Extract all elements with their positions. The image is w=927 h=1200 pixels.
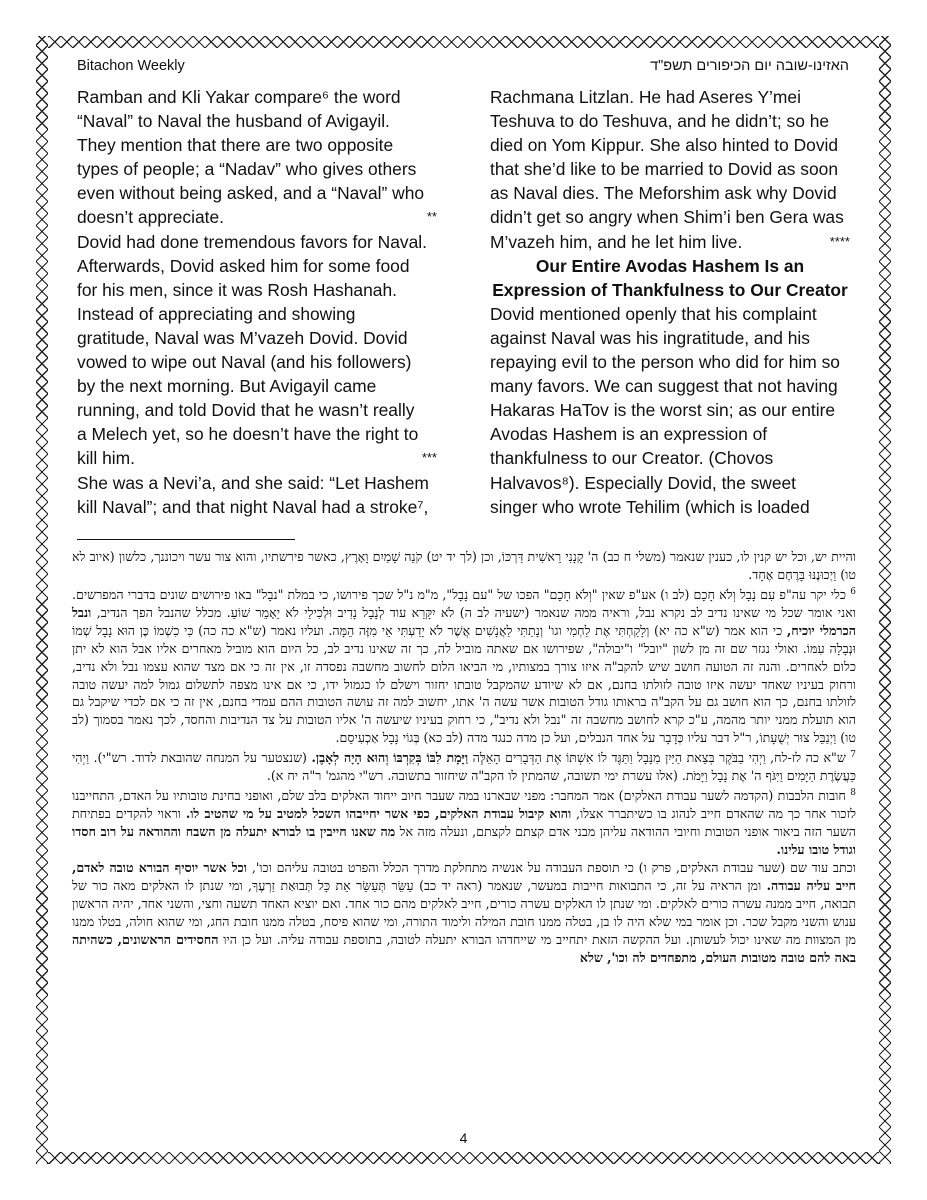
footnote-text: וכתב עוד שם (שער עבודת האלקים, פרק ו) כי תוספת העבודה על אנשיה מתחלקת מדרך הכלל והפרט בטובה עליהם וכו',	[251, 859, 857, 875]
footnote-emphasis: וכל אשר יוסיף הבורא טובה לאדם, חייב עליה עבודה.	[72, 859, 856, 893]
decorative-border-left	[36, 36, 48, 1164]
footnote-number: 6	[850, 586, 856, 597]
text-line: died on Yom Kippur. She also hinted to Dovid	[490, 135, 839, 156]
text-line: kill Naval”; and that night Naval had a stroke⁷,	[77, 496, 429, 517]
text-line: Hakaras HaTov is the worst sin; as our entire	[490, 400, 836, 421]
text-line-content: M’vazeh him, and he let him live.	[490, 231, 743, 252]
footnote-emphasis: וַיָּמָת לִבּוֹ בְּקִרְבּוֹ וְהוּא הָיָה לְאָבֶן.	[311, 750, 469, 766]
text-line: Rachmana Litzlan. He had Aseres Y’mei	[490, 87, 801, 107]
section-separator: ****	[829, 233, 850, 249]
text-line: thankfulness to our Creator. (Chovos	[490, 448, 774, 469]
footnote-text: כי הוא אמר (ש"א כה יא) וְלָקַחְתִּי אֶת לַחְמִי וגו' וְנָתַתִּי לַאֲנָשִׁים אֲשֶׁר לֹא יָדַעְתִּי אֵי מִזֶּה הֵמָּה. ועליו נאמר (ש"א כה כה) כִּי כִשְׁמוֹ כֶּן הוּא נָבָל שְׁמוֹ וּנְבָלָה עִמּוֹ. ואולי נגזר שם זה מן לשון "יובל" ו"יבולה", שפירושו אם שאתה מוביל לה, כך זה שאינו נדיב לב, כל היום הוא מוביל מאחרים אליו אבל הוא לא יתן כלום לאחרים. והנה זה הטועה חושב שיש להקב"ה איזו צורך במצותיו, מי הביאו הלום לחשוב מחשבה נפסדה זו, אין זה כי אם מצד שהוא עצמו נבל ולא נדיב, ורחוק בעיניו שאחד יעשה איזו טובה לזולתו בחנם, אם לא שיודע שהמקבל טובתו יחזור וישלם לו כגמול ידו, כי אם אינו מצפה לתשלום גמול למה יעשה טובה לזולתו בחנם, כך הוא חושב גם על הקב"ה בראותו גודל הטובות אשר עשה ה' אתו, יחשוב למה זה עושה הטובות ההם עמדי בחנם, אין זה כי אם לכדי שיקבל גם הוא תועלת ממני יותר מהמה, ע"כ קרא לחושב מחשבה זה "נבל ולא נדיב", כי רחוק בעיניו שיעשה ה' אליו הטובות על צד הנדיבות והחסד, לכך נאמר בסמוך (לב טו) וַיְנַבֵּל צוּר יְשֻׁעָתוֹ, ר"ל דבר עליו כְּדָבָר על אחד הנבלים, ועל כן מדה כנגד מדה (לב כא) בְּגוֹי נָבָל אַכְעִיסֵם.	[72, 622, 856, 746]
text-line: Avodas Hashem is an expression of	[490, 424, 768, 445]
text-line: even without being asked, and a “Naval” who	[77, 183, 425, 204]
decorative-border-right	[879, 36, 891, 1164]
text-line: for his men, since it was Rosh Hashanah.	[77, 279, 397, 300]
text-line: against Naval was his ingratitude, and his	[490, 327, 810, 348]
text-line: many favors. We can suggest that not having	[490, 376, 838, 397]
decorative-border-top	[36, 36, 891, 48]
footnotes	[72, 548, 856, 966]
footnote-8	[72, 785, 856, 859]
text-line: She was a Nevi’a, and she said: “Let Hashem	[77, 472, 429, 493]
text-line: gratitude, Naval was M’vazeh Dovid. Dovid	[77, 327, 408, 348]
section-separator: ***	[421, 450, 437, 466]
text-line: Dovid mentioned openly that his complaint	[490, 303, 817, 324]
text-line: They mention that there are two opposite	[77, 135, 394, 156]
footnote-7	[72, 747, 856, 785]
text-line: repaying evil to the person who did for him so	[490, 352, 840, 373]
text-line-content: kill him.	[77, 448, 135, 469]
text-line: vowed to wipe out Naval (and his followers)	[77, 352, 412, 373]
footnote-emphasis: ונבל הכרמלי יוכיח,	[72, 604, 856, 638]
text-line	[490, 230, 850, 254]
text-line	[77, 205, 437, 229]
footnote-text: ומן הראיה על זה, כי התבואות חייבות במעשר, שנאמר (ראה יד כב) עַשֵּׂר תְּעַשֵּׂר אֵת כָּל תְּבוּאַת זַרְעֶךָ, ומי שנתן לו האלקים מאה כור של תבואה, חייב ממנה עשרה כורים לאלקים. ומי שנתן לו האלקים עשרה כורים, חייב לאלקים מהם כור אחד. ואם יוציא האחד תשעה וחצי, והשני אחד, יהיה הראשון ענוש והשני מקבל שכר. וכן אומר במי שלא היה לו בן, בטלה ממנו חובת המילה ולימוד התורה, ומי שהוא פיסח, בטלה ממנו חובת החג, ומי שהוא חולה, בטלו ממנו מן המצוות מה שאינו יכול לעשותן. ועל ההקשה הזאת יתחייב מי שייחדהו הבורא יתעלה לטובה, בתוספת עבודה עליה. ועל כן היו	[72, 877, 856, 947]
text-line: Halvavos⁸). Especially Dovid, the sweet	[490, 472, 797, 493]
page-number: 4	[459, 1130, 468, 1146]
section-heading: Our Entire Avodas Hashem Is an	[535, 255, 805, 276]
footnote-text: חובות הלבבות (הקדמה לשער עבודת האלקים) אמר המחבר: מפני שבארנו במה שעבר חיוב ייחוד האלקים בלב שלם, ואופני בחינת טובותיו על האדם, התחייבנו לזכור אחר כך מה שהאדם חייב לנהוג בו כשיתברר אצלו,	[72, 788, 856, 822]
section-separator: **	[426, 209, 437, 225]
footnote-emphasis: החסידים הראשונים, כשהיתה באה להם טובה מטובות העולם, מתפחדים לה וכו', שלא	[72, 931, 856, 965]
text-line: Teshuva to do Teshuva, and he didn’t; so he	[490, 111, 830, 132]
footnote-number: 7	[850, 750, 856, 761]
text-line: as Naval dies. The Meforshim ask why Dovid	[490, 183, 837, 204]
footnote-emphasis: מה שאנו חייבין בו לבורא יתעלה מן השבח וההודאה על רוב חסדו וגודל טובו עלינו.	[72, 824, 856, 858]
header-publication-title: Bitachon Weekly	[77, 58, 185, 74]
footnote-emphasis: והוא קיבול עבודת האלקים, כפי אשר יחייבהו השכל למטיב על מי שהטיב לו.	[185, 806, 572, 822]
text-line: that she’d like to be married to Dovid as soon	[490, 159, 838, 180]
footnote-text: וראוי להקדים בפתיחת השער הזה ביאור אופני הטובות וחיובי ההודאה עליהן מבני אדם קצתם לקצתם, ונעלה מזה אל	[72, 806, 856, 840]
section-heading: Expression of Thankfulness to Our Creator	[492, 279, 848, 300]
footnote-8-continued	[72, 859, 856, 966]
footnote-text: ש"א כה לז-לח, וַיְהִי בַבֹּקֶר בְּצֵאת הַיַּיִן מִנָּבָל וַתַּגֶּד לוֹ אִשְׁתּוֹ אֶת הַדְּבָרִים הָאֵלֶּה	[472, 750, 846, 766]
right-column	[490, 85, 850, 519]
footnote-continuation: והיית יש, וכל יש קנין לו, כענין שנאמר (משלי ח כב) ה' קָנָנִי רֵאשִׁית דַּרְכּוֹ, וכן (לך יד יט) קֹנֵה שָׁמַיִם וָאָרֶץ, כאשר פירשתיו, והוא צור עשר ויכוננך, כלשון (איוב לא טו) וַיְכוּנֶנּוּ בָּרֶחֶם אֶחָד.	[72, 549, 856, 582]
left-column	[77, 85, 437, 519]
text-line: a Melech yet, so he doesn’t have the right to	[77, 424, 419, 445]
text-line: singer who wrote Tehilim (which is loaded	[490, 496, 810, 517]
text-line: by the next morning. But Avigayil came	[77, 376, 377, 397]
footnote-6	[72, 584, 856, 747]
text-line: Instead of appreciating and showing	[77, 303, 356, 324]
text-line	[77, 446, 437, 470]
footnote-number: 8	[850, 788, 856, 799]
text-line: Dovid had done tremendous favors for Naval.	[77, 231, 427, 252]
text-line: “Naval” to Naval the husband of Avigayil.	[77, 111, 390, 132]
footnote-text: כלי יקר עה"פ עִם נָבָל וְלֹא חָכָם (לב ו) אע"פ שאין "וְלֹא חָכָם" הפכו של "עם נָבָל", מ"מ נ"ל שכך פירושו, כי במלת "נבָל" באו פירושים שונים בדברי המפרשים. ואני אומר שכל מי שאינו נדיב לב נקרא נבל, וראיה ממה שנאמר (ישעיה לב ה) לֹא יִקָּרֵא עוד לְנָבָל נָדִיב וּלְכִילַי לֹא יֵאָמֵר שׁוֹעַ. מכלל שהנבל הפך הנדיב,	[72, 587, 856, 620]
footnote-divider	[77, 539, 295, 540]
text-line: running, and told Dovid that he wasn’t really	[77, 400, 415, 421]
header-parsha-title: האזינו-שובה יום הכיפורים תשפ"ד	[650, 58, 849, 74]
text-line: types of people; a “Nadav” who gives others	[77, 159, 417, 180]
text-line: didn’t get so angry when Shim’i ben Gera was	[490, 207, 844, 228]
footnote-text: (שנצטער על המנחה שהובאת לדוד. רש"י). וַיְהִי כַּעֲשֶׂרֶת הַיָּמִים וַיִּגֹּף ה' אֶת נָבָל וַיָּמֹת. (אלו עשרת ימי תשובה, שהמתין לו הקב"ה שיחזור בתשובה. רש"י מהגמ' ר"ה יח א).	[72, 750, 856, 784]
text-line: Ramban and Kli Yakar compare⁶ the word	[77, 87, 401, 107]
decorative-border-bottom	[36, 1152, 891, 1164]
text-line: Afterwards, Dovid asked him for some food	[77, 255, 410, 276]
text-line-content: doesn’t appreciate.	[77, 207, 224, 228]
